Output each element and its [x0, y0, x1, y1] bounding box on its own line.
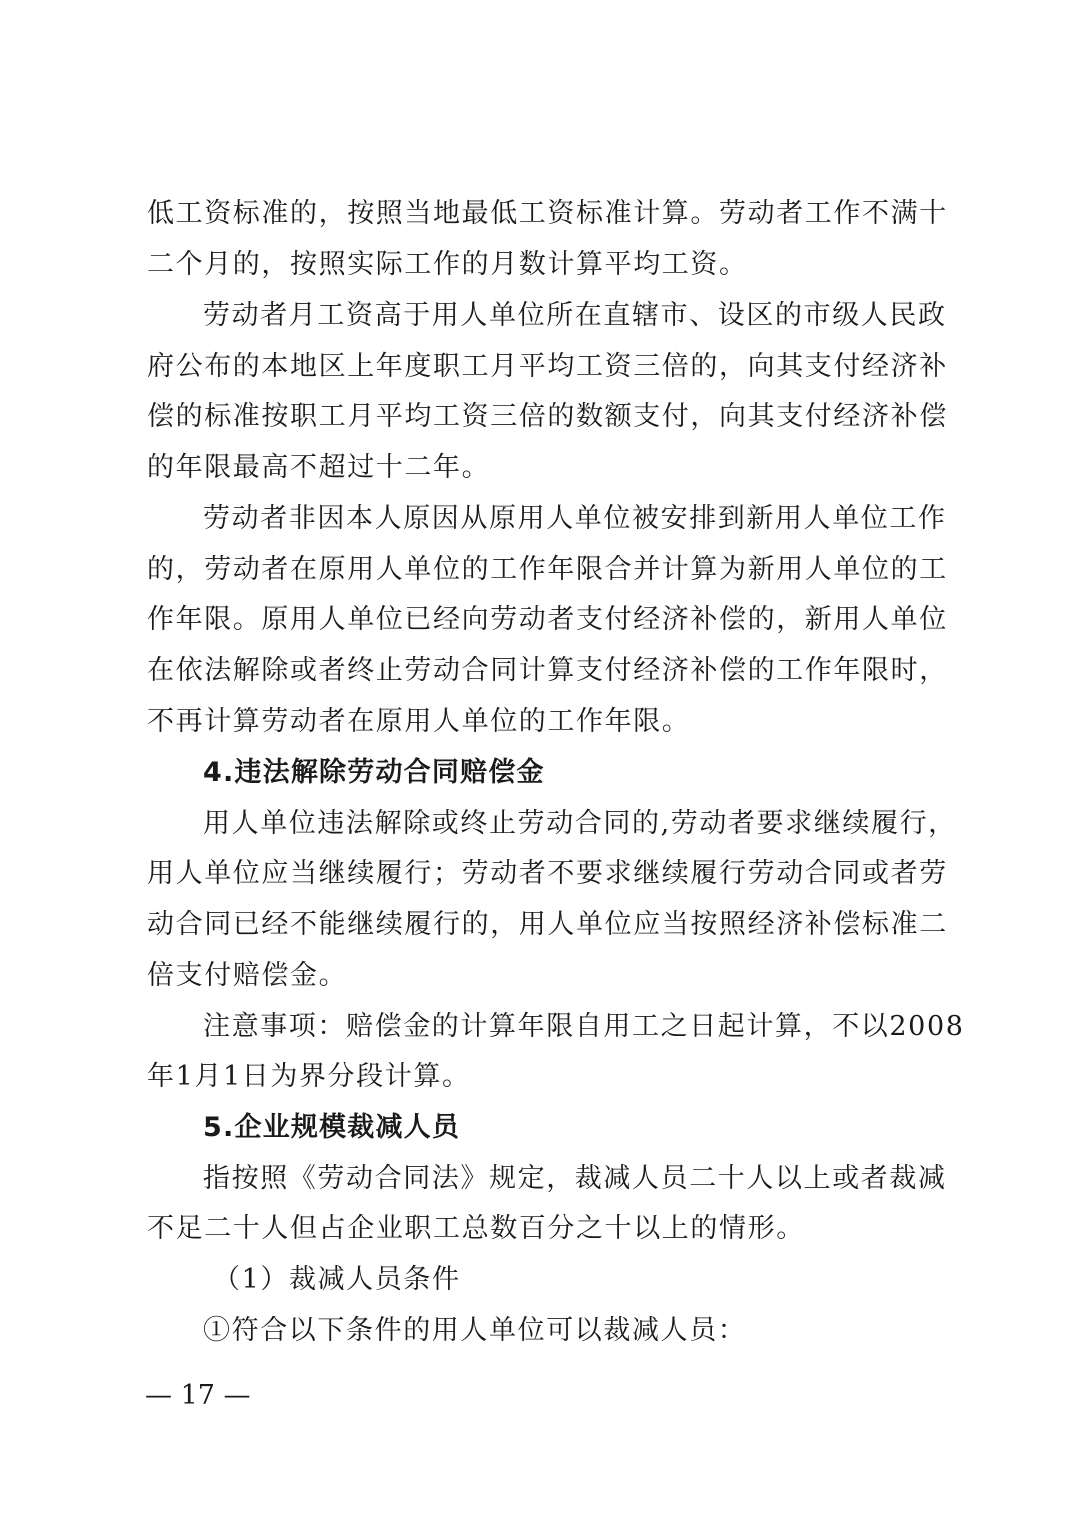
body-line: 的年限最高不超过十二年。: [147, 452, 491, 483]
note-line: 注意事项：赔偿金的计算年限自用工之日起计算，不以2008: [203, 1011, 965, 1042]
subsection-heading: （1）裁减人员条件: [213, 1264, 461, 1295]
paragraph-first-line: 劳动者非因本人原因从原用人单位被安排到新用人单位工作: [203, 503, 947, 534]
body-line: 作年限。原用人单位已经向劳动者支付经济补偿的，新用人单位: [147, 604, 948, 635]
paragraph-first-line: 指按照《劳动合同法》规定，裁减人员二十人以上或者裁减: [203, 1163, 947, 1194]
body-line: 不再计算劳动者在原用人单位的工作年限。: [147, 706, 691, 737]
paragraph-first-line: 用人单位违法解除或终止劳动合同的,劳动者要求继续履行，: [203, 808, 957, 839]
body-line: 低工资标准的，按照当地最低工资标准计算。劳动者工作不满十: [147, 198, 948, 229]
body-line: 不足二十人但占企业职工总数百分之十以上的情形。: [147, 1213, 805, 1244]
paragraph-first-line: 劳动者月工资高于用人单位所在直辖市、设区的市级人民政: [203, 300, 947, 331]
body-line: 府公布的本地区上年度职工月平均工资三倍的，向其支付经济补: [147, 351, 948, 382]
body-line: 倍支付赔偿金。: [147, 960, 348, 991]
body-line: 用人单位应当继续履行；劳动者不要求继续履行劳动合同或者劳: [147, 858, 948, 889]
list-item: ①符合以下条件的用人单位可以裁减人员：: [203, 1315, 747, 1346]
body-line: 偿的标准按职工月平均工资三倍的数额支付，向其支付经济补偿: [147, 401, 948, 432]
page-number: — 17 —: [145, 1380, 251, 1411]
body-line: 年1月1日为界分段计算。: [147, 1061, 471, 1092]
body-line: 动合同已经不能继续履行的，用人单位应当按照经济补偿标准二: [147, 909, 948, 940]
body-line: 二个月的，按照实际工作的月数计算平均工资。: [147, 249, 748, 280]
section-heading: 4.违法解除劳动合同赔偿金: [203, 757, 545, 788]
section-heading: 5.企业规模裁减人员: [203, 1112, 461, 1143]
body-line: 在依法解除或者终止劳动合同计算支付经济补偿的工作年限时，: [147, 655, 948, 686]
body-line: 的，劳动者在原用人单位的工作年限合并计算为新用人单位的工: [147, 554, 948, 585]
